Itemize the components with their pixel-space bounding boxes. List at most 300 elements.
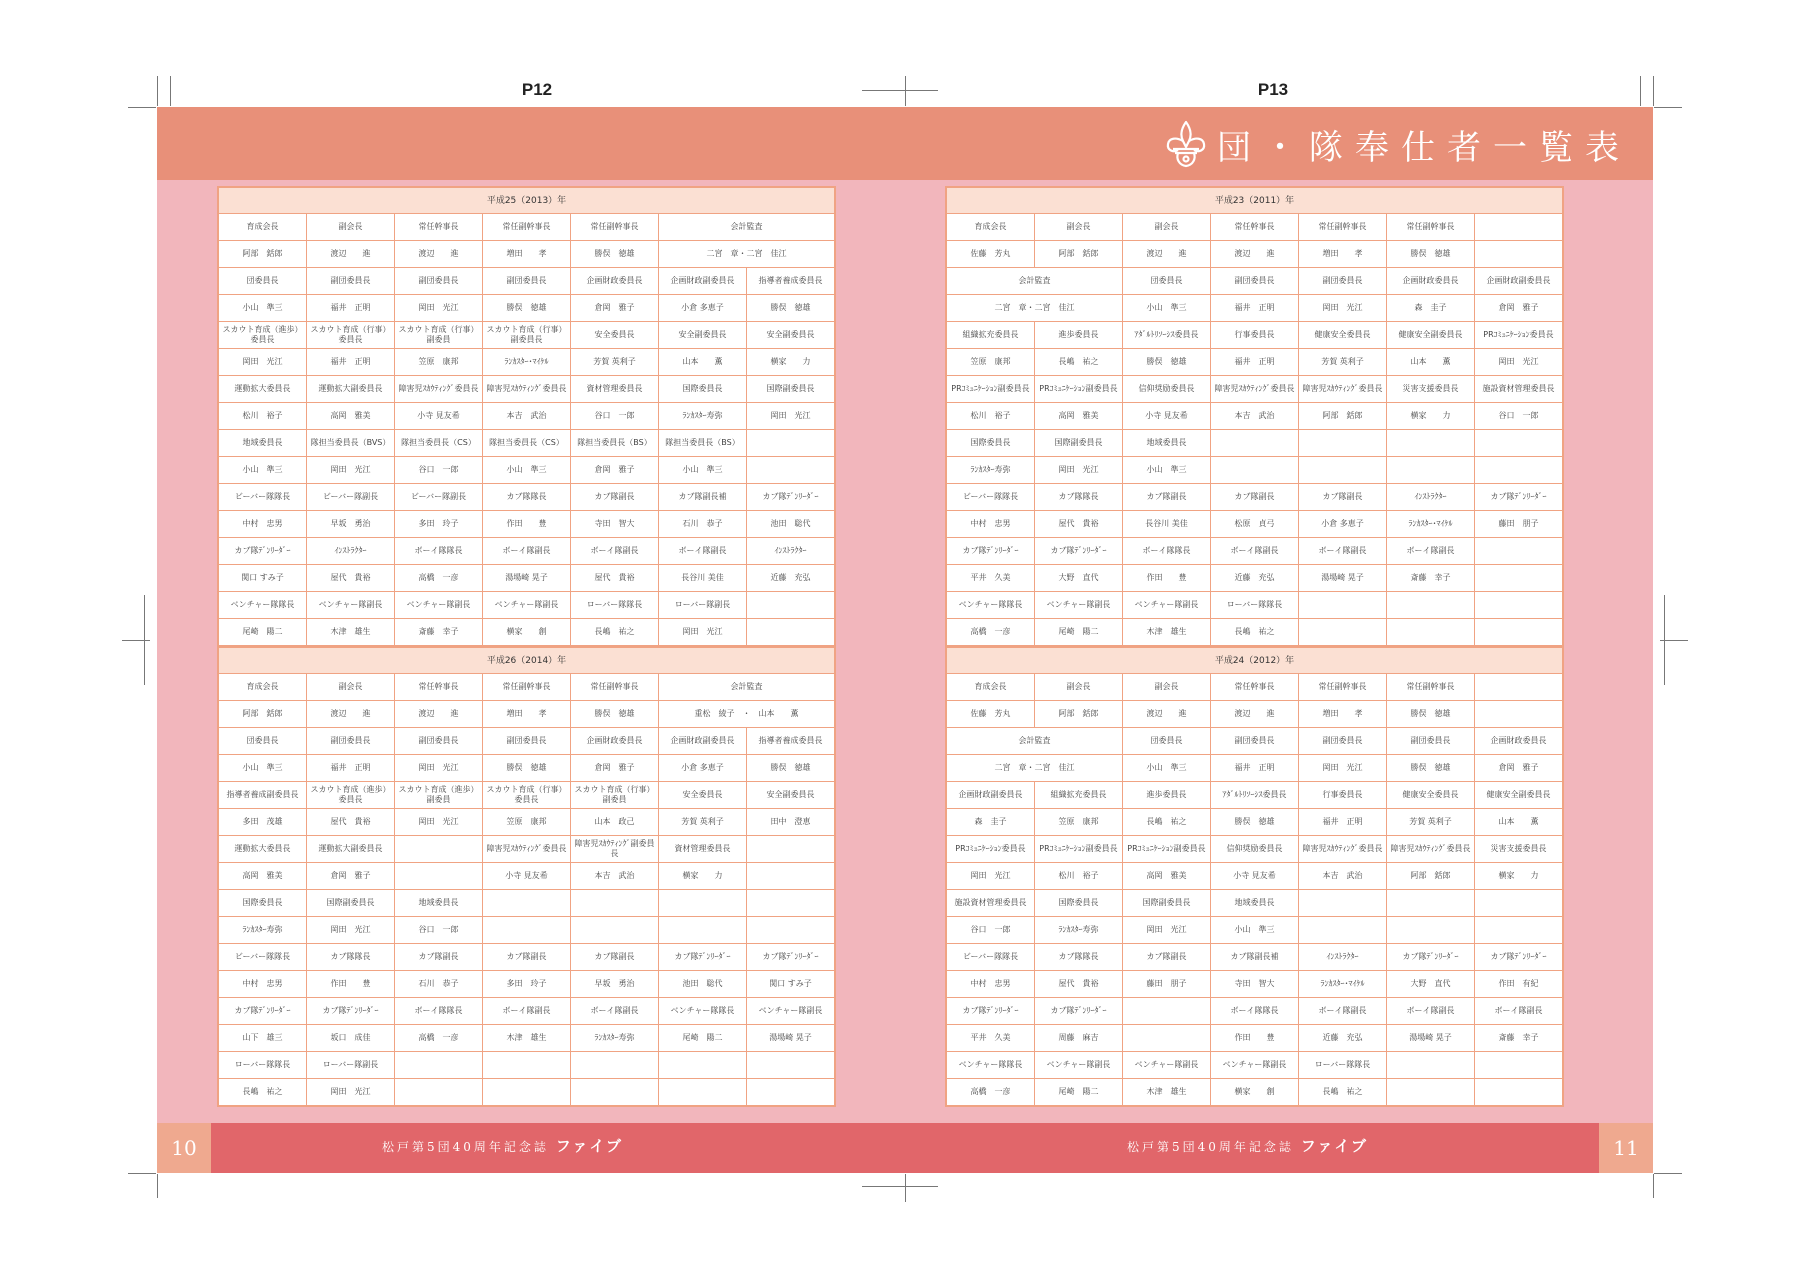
name-cell: 福井 正明 [1211,295,1299,322]
name-cell: 本吉 武治 [1299,863,1387,890]
role-cell: 障害児ｽｶｳﾃｨﾝｸﾞ委員長 [1299,836,1387,863]
name-cell [1387,1079,1475,1106]
name-cell: 尾崎 陽二 [219,619,307,646]
table-row [219,701,835,728]
role-cell: 国際委員長 [659,376,747,403]
table-h26 [217,646,836,1107]
name-cell: 周藤 麻吉 [1035,1025,1123,1052]
role-cell: 健康安全副委員長 [1475,782,1563,809]
name-cell: 尾崎 陽二 [1035,1079,1123,1106]
table-row [219,538,835,565]
role-cell: 国際委員長 [219,890,307,917]
role-cell: スカウト育成（行事）副委員長 [483,322,571,349]
table-row [219,890,835,917]
page-number-left: 10 [157,1123,211,1173]
role-cell: スカウト育成（進歩）委員長 [307,782,395,809]
table-row [947,619,1563,646]
role-cell: 地域委員長 [1211,890,1299,917]
role-cell: 副団委員長 [483,268,571,295]
role-cell: カブ隊副長 [1211,484,1299,511]
name-cell: 笠原 康邦 [1035,809,1123,836]
role-cell: 進歩委員長 [1035,322,1123,349]
crop-mark [905,76,906,106]
page-label-right: P13 [1257,80,1289,99]
role-cell: 行事委員長 [1211,322,1299,349]
name-cell: 福井 正明 [307,349,395,376]
name-cell [1475,241,1563,268]
table-row [947,836,1563,863]
table-row [219,565,835,592]
name-cell: 二宮 章・二宮 佳江 [659,241,835,268]
role-cell [571,1052,659,1079]
name-cell [1387,457,1475,484]
role-cell: カブ隊ﾃﾞﾝﾘｰﾀﾞｰ [747,944,835,971]
name-cell: 阿部 銛郎 [1035,701,1123,728]
name-cell: 倉岡 雅子 [571,295,659,322]
table-row [219,430,835,457]
role-cell: ビーバー隊副長 [307,484,395,511]
name-cell: 屋代 貴裕 [307,565,395,592]
role-cell: 副団委員長 [307,728,395,755]
name-cell: 寺田 智大 [571,511,659,538]
role-cell: カブ隊副長 [483,944,571,971]
role-cell: 国際副委員長 [1123,890,1211,917]
role-cell: カブ隊ﾃﾞﾝﾘｰﾀﾞｰ [747,484,835,511]
table-row [219,1025,835,1052]
table-row [947,701,1563,728]
table-row [947,890,1563,917]
name-cell: 中村 忠男 [219,971,307,998]
table-row [219,755,835,782]
crop-mark [1640,76,1641,106]
role-cell: カブ隊隊長 [483,484,571,511]
name-cell: 石川 恭子 [659,511,747,538]
table-row [219,863,835,890]
role-cell: カブ隊副長 [571,944,659,971]
role-cell: 信仰奨励委員長 [1123,376,1211,403]
name-cell: 木津 雄生 [1123,619,1211,646]
table-title: 平成26（2014）年 [219,648,835,674]
role-cell: 障害児ｽｶｳﾃｨﾝｸﾞ委員長 [1299,376,1387,403]
role-cell: 常任副幹事長 [483,674,571,701]
role-cell: 常任幹事長 [1211,214,1299,241]
name-cell: 小山 準三 [1123,755,1211,782]
name-cell: 池田 聡代 [747,511,835,538]
role-cell: ベンチャー隊副長 [395,592,483,619]
name-cell: 倉岡 雅子 [571,457,659,484]
name-cell: 田中 澄恵 [747,809,835,836]
role-cell: 企画財政副委員長 [1475,268,1563,295]
name-cell: 長嶋 祐之 [571,619,659,646]
table-row [947,592,1563,619]
name-cell: 岡田 光江 [1035,457,1123,484]
name-cell: 藤田 朋子 [1475,511,1563,538]
role-cell [483,890,571,917]
role-cell: ビーバー隊隊長 [947,944,1035,971]
role-cell: スカウト育成（進歩）委員長 [219,322,307,349]
name-cell: 高岡 雅美 [307,403,395,430]
role-cell: 企画財政委員長 [571,728,659,755]
name-cell: 中村 忠男 [947,971,1035,998]
name-cell: 増田 孝 [483,701,571,728]
role-cell: カブ隊隊長 [307,944,395,971]
name-cell: 倉岡 雅子 [1475,755,1563,782]
role-cell [395,836,483,863]
name-cell [1211,457,1299,484]
name-cell: 藤田 朋子 [1123,971,1211,998]
table-row [947,1052,1563,1079]
name-cell [659,1079,747,1106]
role-cell: PRｺﾐｭﾆｹｰｼｮﾝ副委員長 [1035,376,1123,403]
crop-mark [1664,595,1665,685]
name-cell: 中村 忠男 [947,511,1035,538]
name-cell [395,1079,483,1106]
role-cell: 隊担当委員長（BS） [659,430,747,457]
name-cell: 本吉 武治 [483,403,571,430]
name-cell: 長嶋 祐之 [1035,349,1123,376]
crop-mark [1653,1174,1654,1198]
name-cell: 岡田 光江 [1123,917,1211,944]
name-cell: 高橋 一彦 [947,1079,1035,1106]
crop-mark [122,640,150,641]
role-cell: 障害児ｽｶｳﾃｨﾝｸﾞ委員長 [483,836,571,863]
name-cell: 早坂 勇治 [571,971,659,998]
table-row [947,241,1563,268]
name-cell: 谷口 一郎 [395,457,483,484]
role-cell: 企画財政副委員長 [659,728,747,755]
name-cell: 岡田 光江 [395,809,483,836]
name-cell: 岡田 光江 [947,863,1035,890]
role-cell: カブ隊ﾃﾞﾝﾘｰﾀﾞｰ [1387,944,1475,971]
name-cell: 池田 聡代 [659,971,747,998]
name-cell: 岡田 光江 [659,619,747,646]
role-cell: ボーイ隊副長 [1299,538,1387,565]
role-cell: 安全副委員長 [659,322,747,349]
name-cell [1299,619,1387,646]
name-cell: 横家 創 [1211,1079,1299,1106]
table-row [219,782,835,809]
name-cell [659,917,747,944]
table-row [219,1079,835,1106]
role-cell: ボーイ隊隊長 [395,538,483,565]
role-cell: ｲﾝｽﾄﾗｸﾀｰ [307,538,395,565]
name-cell [395,863,483,890]
role-cell [747,890,835,917]
role-cell: ローバー隊副長 [307,1052,395,1079]
role-cell: 副会長 [1035,214,1123,241]
table-row [947,1025,1563,1052]
name-cell: 高橋 一彦 [395,1025,483,1052]
role-cell: 団委員長 [1123,268,1211,295]
table-row [219,971,835,998]
name-cell: 阿部 銛郎 [1299,403,1387,430]
role-cell [1475,890,1563,917]
name-cell: 福井 正明 [1299,809,1387,836]
magazine-text: 松戸第5団40周年記念誌 [1127,1140,1294,1154]
name-cell: 岡田 光江 [1299,755,1387,782]
name-cell: 小山 準三 [483,457,571,484]
table-row [947,511,1563,538]
role-cell: 常任幹事長 [395,214,483,241]
name-cell: 小山 準三 [219,755,307,782]
role-cell: カブ隊ﾃﾞﾝﾘｰﾀﾞｰ [1035,538,1123,565]
role-cell: 資材管理委員長 [659,836,747,863]
name-cell [747,619,835,646]
name-cell [1475,917,1563,944]
role-cell [1475,674,1563,701]
role-cell: 地域委員長 [219,430,307,457]
role-cell: カブ隊副長 [395,944,483,971]
role-cell: ローバー隊隊長 [1299,1052,1387,1079]
role-cell: 障害児ｽｶｳﾃｨﾝｸﾞ委員長 [395,376,483,403]
role-cell: スカウト育成（進歩）副委員 [395,782,483,809]
role-cell: 会計監査 [659,674,835,701]
name-cell: ﾗﾝｶｽﾀｰ寿弥 [571,1025,659,1052]
name-cell: 渡辺 進 [307,241,395,268]
table-row [219,214,835,241]
table-row [219,917,835,944]
name-cell: 渡辺 進 [395,701,483,728]
role-cell [1299,890,1387,917]
table-row [947,728,1563,755]
role-cell [395,1052,483,1079]
name-cell: 屋代 貴裕 [307,809,395,836]
name-cell: 屋代 貴裕 [1035,511,1123,538]
role-cell: ｲﾝｽﾄﾗｸﾀｰ [1299,944,1387,971]
crop-mark [1654,107,1682,108]
name-cell: 多田 玲子 [483,971,571,998]
role-cell: 信仰奨励委員長 [1211,836,1299,863]
role-cell: 運動拡大副委員長 [307,836,395,863]
crop-mark [144,595,145,685]
table-h25 [217,186,836,647]
name-cell [571,917,659,944]
table-row [947,863,1563,890]
name-cell: 木津 雄生 [483,1025,571,1052]
name-cell: 湯場崎 晃子 [483,565,571,592]
name-cell: 岡田 光江 [1299,295,1387,322]
role-cell: ボーイ隊副長 [1387,998,1475,1025]
table-row [947,484,1563,511]
name-cell [483,917,571,944]
role-cell: 副会長 [307,214,395,241]
role-cell: ボーイ隊副長 [483,998,571,1025]
name-cell: 斎藤 幸子 [395,619,483,646]
role-cell: カブ隊ﾃﾞﾝﾘｰﾀﾞｰ [219,538,307,565]
role-cell: PRｺﾐｭﾆｹｰｼｮﾝ副委員長 [1035,836,1123,863]
name-cell: 勝俣 徳雄 [1123,349,1211,376]
name-cell [1475,701,1563,728]
name-cell: 福井 正明 [1211,755,1299,782]
name-cell: 斎藤 幸子 [1475,1025,1563,1052]
name-cell [1299,457,1387,484]
name-cell: 松川 裕子 [947,403,1035,430]
table-row [947,322,1563,349]
name-cell: 平井 久美 [947,565,1035,592]
name-cell: 渡辺 進 [1123,241,1211,268]
role-cell: ローバー隊隊長 [219,1052,307,1079]
role-cell: 災害支援委員長 [1475,836,1563,863]
table-row [219,836,835,863]
table-h24 [945,646,1564,1107]
name-cell: 増田 孝 [1299,241,1387,268]
name-cell: 近藤 充弘 [1211,565,1299,592]
name-cell: 作田 豊 [307,971,395,998]
role-cell: 国際副委員長 [1035,430,1123,457]
name-cell: 谷口 一郎 [1475,403,1563,430]
role-cell: ベンチャー隊副長 [747,998,835,1025]
role-cell: カブ隊ﾃﾞﾝﾘｰﾀﾞｰ [1475,484,1563,511]
role-cell: 運動拡大委員長 [219,836,307,863]
role-cell: カブ隊副長補 [1211,944,1299,971]
name-cell: 小寺 見友希 [1123,403,1211,430]
name-cell: ﾗﾝｶｽﾀｰ寿弥 [947,457,1035,484]
crop-mark [128,1173,156,1174]
table-row [947,917,1563,944]
table-row [947,538,1563,565]
role-cell: 会計監査 [659,214,835,241]
name-cell: 渡辺 進 [1123,701,1211,728]
table-row [947,268,1563,295]
name-cell: 作田 豊 [1211,1025,1299,1052]
role-cell: 運動拡大副委員長 [307,376,395,403]
name-cell: 松川 裕子 [1035,863,1123,890]
role-cell: 常任副幹事長 [1387,214,1475,241]
role-cell: スカウト育成（行事）副委員 [395,322,483,349]
name-cell: ﾗﾝｶｽﾀｰ･ﾏｲｹﾙ [483,349,571,376]
role-cell: ボーイ隊副長 [1211,538,1299,565]
name-cell: 阿部 銛郎 [219,701,307,728]
name-cell: 小寺 見友希 [395,403,483,430]
role-cell: 隊担当委員長（BS） [571,430,659,457]
name-cell: 横家 力 [659,863,747,890]
role-cell: 副団委員長 [1387,728,1475,755]
table-row [947,349,1563,376]
name-cell: ﾗﾝｶｽﾀｰ寿弥 [659,403,747,430]
table-row [219,403,835,430]
role-cell: カブ隊ﾃﾞﾝﾘｰﾀﾞｰ [1475,944,1563,971]
name-cell: 山本 政己 [571,809,659,836]
role-cell [747,1052,835,1079]
name-cell: 小寺 見友希 [1211,863,1299,890]
role-cell [483,1052,571,1079]
name-cell: 松川 裕子 [219,403,307,430]
role-cell: 隊担当委員長（CS） [483,430,571,457]
name-cell: 岡田 光江 [219,349,307,376]
name-cell: 本吉 武治 [571,863,659,890]
role-cell [1475,538,1563,565]
table-row [219,268,835,295]
role-cell: PRｺﾐｭﾆｹｰｼｮﾝ副委員長 [1123,836,1211,863]
name-cell: 岡田 光江 [747,403,835,430]
role-cell: 運動拡大委員長 [219,376,307,403]
crop-mark [128,107,156,108]
name-cell: ﾗﾝｶｽﾀｰ寿弥 [219,917,307,944]
name-cell: 平井 久美 [947,1025,1035,1052]
role-cell: ボーイ隊隊長 [1211,998,1299,1025]
name-cell: 長嶋 祐之 [219,1079,307,1106]
role-cell [1387,890,1475,917]
name-cell: 笠原 康邦 [395,349,483,376]
role-cell: カブ隊隊長 [1035,944,1123,971]
role-cell: 副団委員長 [1211,268,1299,295]
role-cell: ベンチャー隊隊長 [947,592,1035,619]
page-number-right: 11 [1599,1123,1653,1173]
name-cell: 長嶋 祐之 [1299,1079,1387,1106]
role-cell: PRｺﾐｭﾆｹｰｼｮﾝ委員長 [947,836,1035,863]
role-cell: 副団委員長 [395,728,483,755]
table-row [219,809,835,836]
name-cell: 作田 豊 [483,511,571,538]
role-cell [1211,430,1299,457]
role-cell: 安全委員長 [659,782,747,809]
name-cell [571,1079,659,1106]
name-cell: 山本 薫 [1387,349,1475,376]
role-cell: カブ隊ﾃﾞﾝﾘｰﾀﾞｰ [659,944,747,971]
table-row [219,484,835,511]
table-row [947,755,1563,782]
name-cell: 高岡 雅美 [219,863,307,890]
role-cell: 育成会長 [219,674,307,701]
role-cell: 副会長 [1123,214,1211,241]
role-cell: カブ隊ﾃﾞﾝﾘｰﾀﾞｰ [219,998,307,1025]
table-row [219,349,835,376]
role-cell: 国際委員長 [1035,890,1123,917]
role-cell: 企画財政副委員長 [947,782,1035,809]
role-cell: 常任副幹事長 [571,214,659,241]
name-cell: 大野 直代 [1035,565,1123,592]
role-cell: 進歩委員長 [1123,782,1211,809]
table-row [947,782,1563,809]
role-cell [1475,430,1563,457]
role-cell: ボーイ隊副長 [1387,538,1475,565]
crop-mark [1654,1173,1682,1174]
name-cell: 作田 豊 [1123,565,1211,592]
name-cell: 勝俣 徳雄 [483,755,571,782]
role-cell: 施設資材管理委員長 [1475,376,1563,403]
role-cell: 団委員長 [1123,728,1211,755]
table-row [219,674,835,701]
role-cell: カブ隊ﾃﾞﾝﾘｰﾀﾞｰ [1035,998,1123,1025]
name-cell: 倉岡 雅子 [1475,295,1563,322]
name-cell: 高岡 雅美 [1035,403,1123,430]
role-cell: 企画財政委員長 [571,268,659,295]
name-cell: 木津 雄生 [1123,1079,1211,1106]
table-row [947,674,1563,701]
role-cell: 指導者養成副委員長 [219,782,307,809]
role-cell: ローバー隊隊長 [1211,592,1299,619]
name-cell: 勝俣 徳雄 [571,241,659,268]
role-cell: 副団委員長 [1299,728,1387,755]
name-cell: 谷口 一郎 [395,917,483,944]
role-cell: 安全副委員長 [747,782,835,809]
name-cell: 岡田 光江 [307,1079,395,1106]
name-cell [1387,619,1475,646]
name-cell: 福井 正明 [307,295,395,322]
role-cell: ベンチャー隊副長 [1035,592,1123,619]
name-cell: 横家 力 [1475,863,1563,890]
name-cell: 芳賀 英利子 [571,349,659,376]
table-title: 平成25（2013）年 [219,188,835,214]
name-cell: 芳賀 英利子 [659,809,747,836]
role-cell: スカウト育成（行事）副委員 [571,782,659,809]
crop-mark [905,1174,906,1202]
table-row [947,430,1563,457]
role-cell [659,1052,747,1079]
role-cell: ローバー隊副長 [659,592,747,619]
table-row [219,295,835,322]
role-cell: ｱﾀﾞﾙﾄﾘｿｰｼｽ委員長 [1123,322,1211,349]
